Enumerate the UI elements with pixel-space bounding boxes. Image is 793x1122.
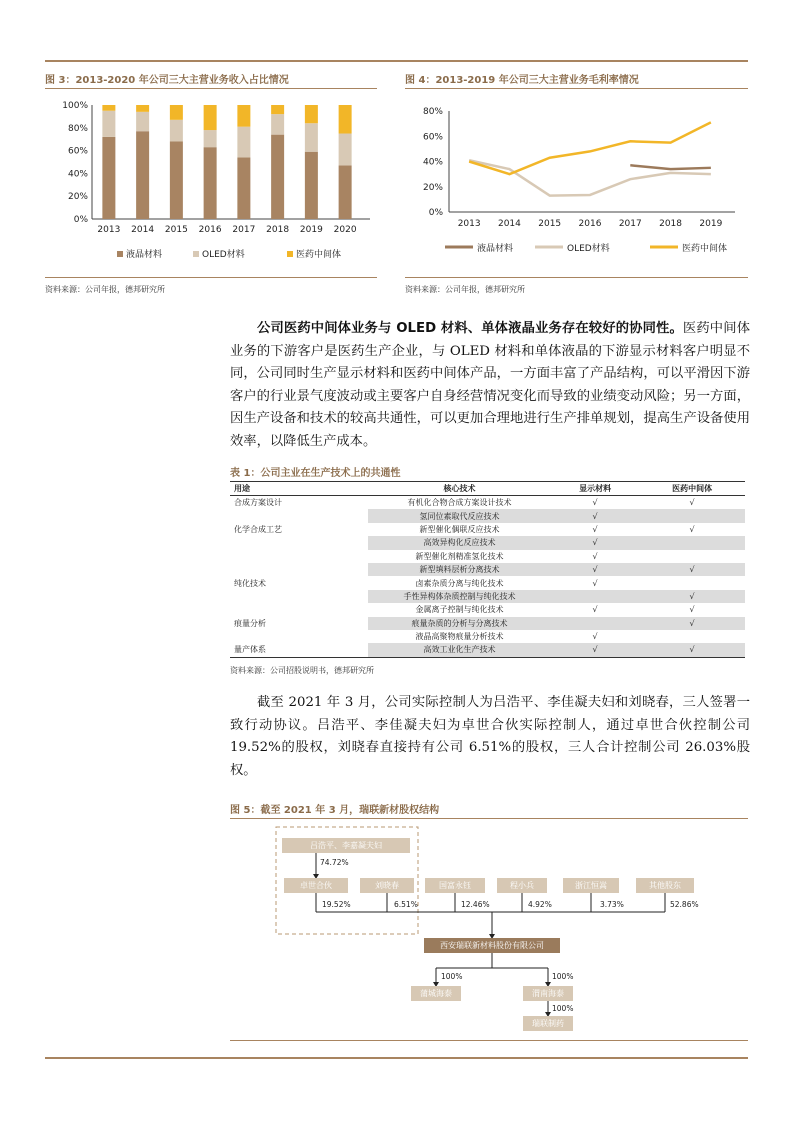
- fig3-ytick-label: 80%: [67, 123, 88, 134]
- table1-cell-usage: 纯化技术: [234, 578, 266, 588]
- node-liu: 刘晓春: [360, 878, 414, 893]
- fig4-title: 图 4：2013-2019 年公司三大主营业务毛利率情况: [405, 75, 639, 86]
- fig3-xtick-label: 2014: [131, 225, 155, 235]
- fig3-source: 资料来源：公司年报，德邦研究所: [45, 285, 165, 294]
- table1-header-display: 显示材料: [551, 482, 639, 496]
- fig4-legend-label: 液晶材料: [477, 244, 514, 254]
- table1-cell-pharma: √: [689, 524, 695, 534]
- node-zhejiang: 浙江恒嵩: [563, 878, 619, 893]
- table1-cell-tech: 新型催化剂精准氢化技术: [415, 551, 504, 561]
- table1-cell-tech: 手性异构体杂质控制与纯化技术: [368, 590, 551, 603]
- paragraph-synergy-body: 医药中间体业务的下游客户是医药生产企业，与 OLED 材料和单体液晶的下游显示材料客户明显不同，公司同时生产显示材料和医药中间体产品，一方面丰富了产品结构，可以平滑因下游客户的行业景气度波动或主要客户自身经营情况变化而导致的业绩变动风险；另一方面，因生产设备和技术的较高共通性，可以更加合理地进行生产排单规划，提高生产设备使用效率，以降低生产成本。: [230, 321, 750, 449]
- table1-cell-display: √: [592, 578, 598, 588]
- paragraph-control: 截至 2021 年 3 月，公司实际控制人为吕浩平、李佳凝夫妇和刘晓春，三人签署一致行动协议。吕浩平、李佳凝夫妇为卓世合伙实际控制人，通过卓世合伙控制公司 19.52%的股权，刘晓春直接持有公司 6.51%的股权，三人合计控制公司 26.03%股权。: [230, 695, 750, 778]
- fig3-legend-label: OLED材料: [202, 250, 245, 260]
- fig4-ytick-label: 80%: [422, 107, 443, 117]
- table1-cell-display: √: [551, 643, 639, 657]
- fig3-ytick-label: 60%: [67, 146, 88, 157]
- fig3-legend-label: 医药中间体: [296, 250, 342, 260]
- pct-couple-zhuoshi: 74.72%: [320, 858, 349, 867]
- fig5-title: 图 5：截至 2021 年 3 月，瑞联新材股权结构: [230, 805, 440, 816]
- table1-cell-tech: 高效异构化反应技术: [368, 536, 551, 549]
- fig4-source: 资料来源：公司年报，德邦研究所: [405, 285, 525, 294]
- fig4-xtick-label: 2013: [457, 219, 481, 229]
- node-guofu: 国富永钰: [425, 878, 485, 893]
- fig4-xtick-label: 2018: [659, 219, 683, 229]
- table1-cell-usage: 量产体系: [230, 643, 368, 657]
- fig4-xtick-label: 2019: [699, 219, 723, 229]
- table1-cell-display: √: [551, 536, 639, 549]
- table1-cell-tech: 高效工业化生产技术: [368, 643, 551, 657]
- table1-header-tech: 核心技术: [368, 482, 551, 496]
- node-cheng: 程小兵: [497, 878, 547, 893]
- fig3-xtick-label: 2018: [266, 225, 290, 235]
- fig3-xtick-label: 2013: [97, 225, 121, 235]
- node-others: 其他股东: [636, 878, 694, 893]
- table1-cell-tech: 有机化合物合成方案设计技术: [407, 498, 512, 508]
- table1-cell-usage: 痕量分析: [234, 618, 266, 628]
- fig4-legend-label: 医药中间体: [682, 244, 728, 254]
- table1-cell-pharma: √: [689, 498, 695, 508]
- fig4-ytick-label: 60%: [422, 132, 443, 143]
- pct-others: 52.86%: [670, 900, 699, 909]
- table1-source: 资料来源：公司招股说明书，德邦研究所: [230, 666, 374, 675]
- fig3-legend-label: 液晶材料: [126, 250, 163, 260]
- fig5-bottom-rule: [230, 1040, 748, 1041]
- table1-cell-display: √: [592, 498, 598, 508]
- table1-cell-display: √: [592, 605, 598, 615]
- table1-cell-tech: 氢同位素取代反应技术: [368, 509, 551, 522]
- table1-header-usage: 用途: [230, 482, 368, 496]
- fig3-ytick-label: 100%: [62, 101, 88, 111]
- table1-cell-pharma: √: [639, 617, 745, 630]
- fig4-legend-label: OLED材料: [567, 244, 610, 254]
- node-company: 西安瑞联新材料股份有限公司: [424, 938, 560, 953]
- table1-cell-display: √: [592, 632, 598, 642]
- table1-cell-pharma: √: [639, 590, 745, 603]
- table1-title: 表 1：公司主业在生产技术上的共通性: [230, 468, 401, 479]
- pct-guofu: 12.46%: [461, 900, 490, 909]
- fig3-ytick-label: 0%: [73, 215, 88, 225]
- pct-zhejiang: 3.73%: [600, 900, 624, 909]
- table1-cell-pharma: √: [689, 605, 695, 615]
- footer-rule: [45, 1057, 748, 1059]
- fig4-ytick-label: 20%: [422, 182, 443, 193]
- table1-header-pharma: 医药中间体: [639, 482, 745, 496]
- table1-cell-display: √: [551, 563, 639, 576]
- fig3-xtick-label: 2017: [232, 225, 256, 235]
- fig4-xtick-label: 2016: [578, 219, 602, 229]
- fig4-ytick-label: 0%: [428, 208, 443, 218]
- node-weinan: 渭南海泰: [523, 986, 573, 1001]
- table1-cell-display: √: [551, 509, 639, 522]
- table1-cell-pharma: √: [639, 563, 745, 576]
- fig3-xtick-label: 2019: [299, 225, 323, 235]
- fig3-xtick-label: 2015: [164, 225, 188, 235]
- fig3-xtick-label: 2016: [198, 225, 222, 235]
- fig4-xtick-label: 2014: [497, 219, 521, 229]
- table1-cell-tech: 痕量杂质的分析与分离技术: [368, 617, 551, 630]
- table1-cell-tech: 卤素杂质分离与纯化技术: [415, 578, 504, 588]
- table1-cell-tech: 金属离子控制与纯化技术: [415, 605, 504, 615]
- pct-weinan: 100%: [552, 972, 574, 981]
- fig3-ytick-label: 20%: [67, 192, 88, 203]
- node-zhuoshi: 卓世合伙: [284, 878, 348, 893]
- fig4-xtick-label: 2017: [618, 219, 642, 229]
- pct-zhuoshi: 19.52%: [322, 900, 351, 909]
- pct-ruilian: 100%: [552, 1004, 574, 1013]
- table1-cell-pharma: √: [639, 643, 745, 657]
- pct-liu: 6.51%: [394, 900, 418, 909]
- table1-cell-usage: 化学合成工艺: [234, 524, 282, 534]
- table1-cell-display: √: [592, 524, 598, 534]
- paragraph-synergy-lead: 公司医药中间体业务与 OLED 材料、单体液晶业务存在较好的协同性。: [257, 321, 683, 336]
- fig3-title: 图 3：2013-2020 年公司三大主营业务收入占比情况: [45, 75, 289, 86]
- node-pucheng: 蒲城海泰: [411, 986, 461, 1001]
- table1-cell-tech: 新型催化偶联反应技术: [419, 524, 500, 534]
- pct-pucheng: 100%: [441, 972, 463, 981]
- fig3-xtick-label: 2020: [333, 225, 357, 235]
- fig4-ytick-label: 40%: [422, 157, 443, 168]
- table1-cell-usage: 合成方案设计: [234, 498, 282, 508]
- node-couple: 吕浩平、李嘉凝夫妇: [282, 838, 410, 853]
- table1-cell-tech: 新型填料层析分离技术: [368, 563, 551, 576]
- fig4-xtick-label: 2015: [538, 219, 562, 229]
- pct-cheng: 4.92%: [528, 900, 552, 909]
- table1-cell-display: √: [592, 551, 598, 561]
- node-ruilian: 瑞联制药: [523, 1016, 573, 1031]
- fig3-ytick-label: 40%: [67, 169, 88, 180]
- table1-cell-tech: 液晶高聚物痕量分析技术: [415, 632, 504, 642]
